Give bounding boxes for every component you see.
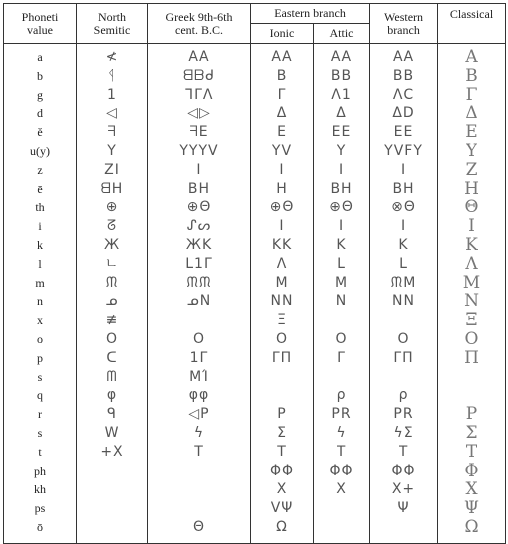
letter-at-21: T — [336, 443, 347, 460]
letter-io-7: Η — [276, 180, 288, 197]
letter-we-19: ΡR — [393, 406, 414, 423]
letter-cl-7: Η — [464, 179, 479, 199]
letter-at-2: Λ1 — [331, 86, 352, 103]
letter-we-20: ϟΣ — [393, 424, 414, 441]
letter-at-0: ΑΑ — [330, 49, 353, 65]
letter-cl-9: Ι — [468, 217, 475, 236]
letter-cl-0: Α — [465, 48, 478, 67]
letter-ns-1: ᛩ — [107, 67, 117, 84]
letter-io-5: ΥV — [271, 142, 293, 159]
letter-io-9: Ι — [279, 218, 285, 235]
letter-gr-25: Θ — [192, 518, 206, 535]
column-greek-early — [148, 44, 251, 544]
letter-io-10: ΚΚ — [271, 236, 293, 253]
letter-at-4: ΕΕ — [331, 124, 352, 141]
header-ionic: Ionic — [251, 24, 314, 44]
letter-cl-22: Φ — [464, 461, 479, 481]
letter-gr-4: ᖷΕ — [189, 124, 209, 141]
letter-ns-19: ᑫ — [107, 406, 117, 423]
header-greek-early: Greek 9th-6th cent. B.C. — [148, 4, 251, 44]
letter-phon-7: ē — [37, 181, 43, 196]
letter-cl-5: Υ — [465, 141, 478, 161]
letter-phon-10: k — [37, 237, 43, 252]
letter-ns-14: ≢ — [105, 312, 119, 329]
letter-cl-3: Δ — [465, 104, 478, 124]
letter-gr-1: ᗺᗷᑯ — [182, 67, 215, 84]
column-western — [370, 44, 438, 544]
letter-io-1: Β — [276, 67, 288, 84]
column-attic — [314, 44, 370, 544]
letter-cl-12: Μ — [462, 273, 481, 293]
letter-phon-14: x — [37, 313, 43, 328]
letter-phon-5: u(y) — [30, 143, 50, 158]
letter-cl-2: Γ — [465, 85, 478, 105]
letter-phon-12: m — [35, 275, 45, 290]
letter-gr-10: ЖK — [185, 236, 213, 253]
letter-at-11: ᒪ — [337, 255, 346, 272]
letter-at-19: ΡR — [331, 406, 352, 423]
letter-we-0: ΑΑ — [392, 49, 415, 65]
letter-ns-11: ㄴ — [104, 255, 120, 272]
letter-phon-15: o — [37, 331, 43, 346]
letter-io-11: Λ — [276, 255, 288, 272]
letter-ns-3: ◁ — [106, 105, 118, 122]
letter-at-10: Κ — [336, 236, 347, 253]
letter-at-23: X — [336, 481, 347, 498]
letter-ns-6: ZI — [104, 161, 120, 178]
letter-gr-2: ᒣΓΛ — [184, 86, 214, 103]
letter-phon-4: ĕ — [37, 125, 43, 140]
letter-gr-5: ΥΥΥV — [179, 142, 219, 159]
letter-cl-6: Ζ — [465, 160, 478, 180]
letter-cl-19: Ρ — [465, 405, 478, 424]
letter-ns-4: ᖷ — [107, 124, 117, 141]
letter-io-16: ΓΠ — [271, 349, 293, 366]
letter-we-7: ΒΗ — [392, 180, 415, 197]
letter-io-19: Ρ — [277, 406, 287, 423]
letter-ns-12: ᙏ — [105, 274, 119, 291]
letter-we-5: ΥVFΥ — [384, 142, 423, 159]
letter-at-15: O — [335, 330, 348, 347]
letter-phon-18: q — [37, 388, 43, 403]
letter-we-22: ΦΦ — [391, 462, 416, 479]
letter-gr-0: ΑΑ — [188, 49, 210, 65]
letter-we-13: ΝΝ — [392, 293, 415, 310]
column-phonetic-values — [4, 44, 77, 544]
column-classical — [438, 44, 506, 544]
letter-cl-11: Λ — [465, 254, 478, 274]
letter-at-12: Μ — [334, 274, 349, 291]
letter-gr-15: O — [192, 330, 206, 347]
letter-phon-21: t — [38, 444, 42, 459]
letter-gr-11: ᒪ1Γ — [185, 255, 213, 272]
letter-ns-2: 1 — [107, 86, 117, 103]
letter-at-3: Δ — [336, 105, 347, 122]
letter-io-6: Ι — [279, 161, 285, 178]
letter-ns-5: Y — [107, 142, 117, 159]
letter-we-15: O — [397, 330, 410, 347]
letter-phon-23: kh — [34, 482, 46, 497]
letter-ns-17: ᗰ — [106, 368, 118, 385]
letter-phon-11: l — [38, 256, 42, 271]
letter-ns-21: +X — [100, 443, 124, 460]
letter-io-21: T — [277, 443, 287, 460]
letter-phon-19: r — [38, 407, 42, 422]
letter-at-5: Υ — [336, 142, 347, 159]
letter-we-6: Ι — [400, 161, 407, 178]
letter-phon-8: th — [35, 200, 45, 215]
letter-phon-22: ph — [34, 463, 46, 478]
letter-phon-17: s — [37, 369, 43, 384]
letter-gr-13: ᓄΝ — [186, 293, 212, 310]
letter-cl-23: Χ — [465, 480, 478, 500]
letter-we-18: ρ — [398, 387, 409, 404]
letter-ns-18: φ — [106, 387, 118, 404]
letter-io-15: O — [275, 330, 289, 347]
header-phonetic-value: Phoneti value — [4, 4, 77, 44]
letter-gr-3: ◁▷ — [187, 105, 211, 122]
letter-we-24: Ψ — [397, 500, 410, 517]
letter-io-4: Ε — [277, 124, 287, 141]
letter-at-7: ΒΗ — [330, 180, 353, 197]
letter-at-8: ⊕Θ — [329, 199, 354, 216]
letter-phon-25: ō — [37, 519, 43, 534]
column-north-semitic — [77, 44, 148, 544]
letter-io-0: ΑΑ — [271, 49, 293, 65]
letter-cl-20: Σ — [465, 423, 478, 443]
letter-we-3: ΔD — [392, 105, 415, 122]
header-classical: Classical — [438, 4, 506, 44]
letter-we-16: ΓΠ — [393, 349, 414, 366]
header-western-branch: Western branch — [370, 4, 438, 44]
letter-gr-21: T — [194, 443, 204, 460]
letter-phon-13: n — [37, 294, 43, 309]
letter-io-12: Μ — [275, 274, 289, 291]
letter-gr-16: 1Γ — [189, 349, 209, 366]
letter-phon-2: g — [37, 87, 43, 102]
letter-phon-0: a — [37, 50, 43, 64]
letter-phon-6: z — [37, 162, 43, 177]
letter-at-20: ϟ — [336, 424, 347, 441]
letter-gr-18: φφ — [188, 387, 210, 404]
letter-ns-8: ⊕ — [105, 199, 119, 216]
letter-ns-16: ᑕ — [106, 349, 118, 366]
letter-we-23: X+ — [391, 481, 416, 498]
letter-cl-1: Β — [465, 66, 478, 86]
letter-io-8: ⊕Θ — [269, 199, 295, 216]
letter-cl-8: Θ — [464, 198, 479, 218]
letter-we-10: Κ — [398, 236, 409, 253]
letter-ns-10: Ж — [103, 236, 121, 253]
letter-gr-7: ΒΗ — [187, 180, 211, 197]
letter-phon-20: s — [37, 425, 43, 440]
letter-cl-16: Π — [464, 348, 479, 368]
letter-we-12: ᙏΜ — [390, 274, 417, 291]
letter-at-6: Ι — [338, 161, 345, 178]
letter-io-25: Ω — [276, 518, 288, 535]
letter-gr-8: ⊕Θ — [186, 199, 212, 216]
letter-cl-15: Ο — [464, 329, 479, 349]
letter-we-11: ᒪ — [399, 255, 408, 272]
letter-phon-9: i — [38, 219, 42, 234]
letter-cl-21: Τ — [465, 442, 478, 462]
letter-io-14: Ξ — [277, 312, 287, 329]
letter-at-22: ΦΦ — [329, 462, 354, 479]
letter-io-3: Δ — [276, 105, 288, 122]
letter-gr-17: ΜΊ — [189, 368, 209, 385]
letter-at-9: Ι — [338, 218, 345, 235]
letter-ns-7: ᗺH — [100, 180, 124, 197]
letter-cl-10: Κ — [465, 235, 478, 255]
letter-gr-20: ϟ — [193, 424, 205, 441]
letter-io-20: Σ — [277, 424, 287, 441]
letter-we-21: T — [398, 443, 409, 460]
letter-at-18: ρ — [336, 387, 347, 404]
letter-cl-24: Ψ — [464, 499, 479, 518]
alphabet-table-wrapper — [3, 3, 506, 544]
letter-ns-0: ≮ — [105, 49, 119, 65]
letter-phon-1: b — [37, 68, 43, 83]
letter-ns-9: ᘔ — [106, 218, 118, 235]
letter-cl-14: Ξ — [465, 311, 478, 330]
letter-gr-12: ᙏᙏ — [186, 274, 212, 291]
letter-cl-25: Ω — [464, 517, 479, 537]
letter-gr-9: ᔑᔕ — [186, 218, 212, 235]
letter-we-4: ΕΕ — [393, 124, 414, 141]
letter-phon-3: d — [37, 106, 43, 121]
letter-io-22: ΦΦ — [269, 462, 295, 479]
letter-cl-13: Ν — [464, 292, 479, 312]
letter-io-24: VΨ — [270, 500, 294, 517]
header-eastern-branch: Eastern branch — [251, 4, 370, 24]
letter-we-8: ⊗Θ — [391, 199, 416, 216]
letter-at-16: Γ — [337, 349, 346, 366]
letter-gr-6: Ι — [196, 161, 202, 178]
letter-gr-19: ◁Ρ — [188, 406, 210, 423]
letter-we-1: ΒΒ — [392, 67, 415, 84]
letter-ns-15: O — [105, 330, 119, 347]
letter-at-1: ΒΒ — [330, 67, 353, 84]
header-attic: Attic — [314, 24, 370, 44]
letter-cl-4: Ε — [465, 123, 478, 142]
column-ionic — [251, 44, 314, 544]
header-north-semitic: North Semitic — [77, 4, 148, 44]
letter-io-23: X — [276, 481, 288, 498]
letter-ns-13: ᓄ — [105, 293, 119, 310]
letter-io-2: Γ — [277, 86, 287, 103]
letter-at-13: Ν — [335, 293, 348, 310]
alphabet-evolution-table — [3, 3, 506, 544]
letter-we-9: Ι — [400, 218, 407, 235]
letter-phon-24: ps — [34, 501, 46, 516]
letter-phon-16: p — [37, 350, 43, 365]
letter-we-2: ΛC — [392, 86, 415, 103]
letter-ns-20: W — [104, 424, 120, 441]
letter-io-13: ΝΝ — [270, 293, 294, 310]
